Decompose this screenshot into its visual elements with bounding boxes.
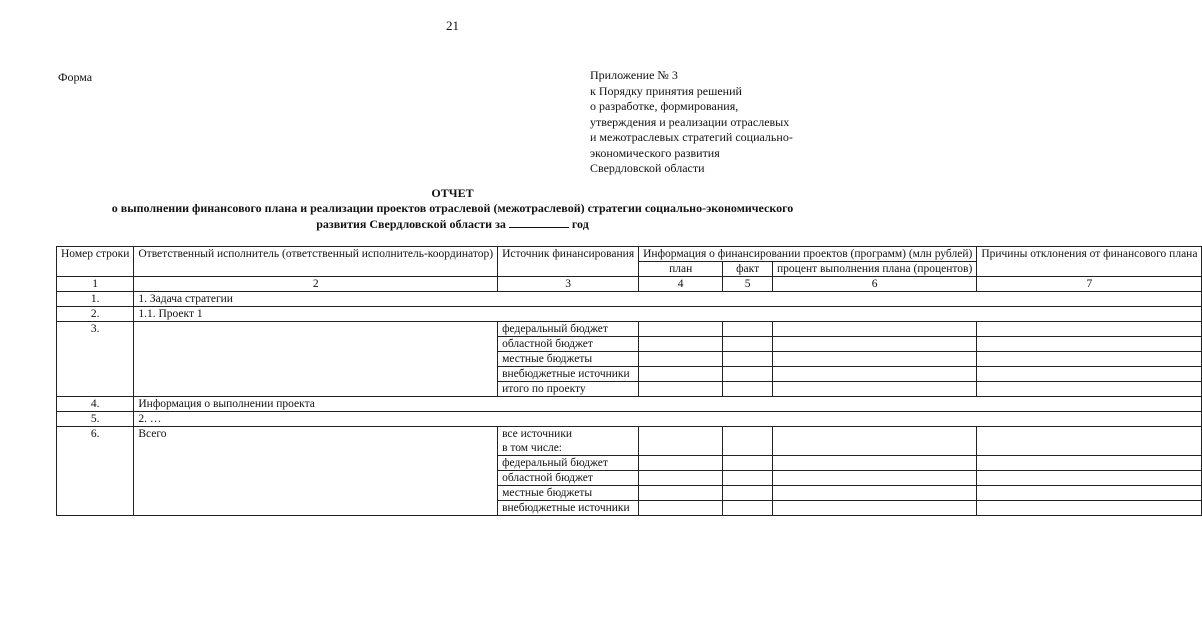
table-row: [57, 397, 1202, 412]
source-cell: местные бюджеты: [498, 486, 639, 501]
report-title: [0, 186, 905, 232]
percent-cell: [773, 456, 977, 471]
page-number: 21: [446, 18, 459, 33]
column-number: 6: [773, 277, 977, 292]
row-number: 5.: [57, 412, 134, 427]
source-line: все источники: [502, 428, 573, 440]
table-row: [57, 412, 1202, 427]
header-executor: Ответственный исполнитель (ответственный исполнитель-координатор): [134, 247, 498, 277]
table-row: [57, 292, 1202, 307]
plan-cell: [639, 382, 723, 397]
table-row: [57, 322, 1202, 337]
appendix-line: к Порядку принятия решений: [590, 83, 742, 98]
report-heading: ОТЧЕТ: [431, 186, 474, 200]
percent-cell: [773, 382, 977, 397]
source-cell: федеральный бюджет: [498, 456, 639, 471]
year-blank-field: [509, 216, 569, 228]
header-fact: факт: [723, 262, 773, 277]
source-cell: внебюджетные источники: [498, 367, 639, 382]
row-text: Информация о выполнении проекта: [134, 397, 1202, 412]
fact-cell: [723, 337, 773, 352]
plan-cell: [639, 427, 723, 456]
reason-cell: [977, 471, 1202, 486]
reason-cell: [977, 382, 1202, 397]
column-number: 7: [977, 277, 1202, 292]
header-plan: план: [639, 262, 723, 277]
appendix-line: утверждения и реализации отраслевых: [590, 114, 790, 129]
percent-cell: [773, 322, 977, 337]
percent-cell: [773, 486, 977, 501]
appendix-line: экономического развития: [590, 145, 720, 160]
column-number: 3: [498, 277, 639, 292]
header-row-number: Номер строки: [57, 247, 134, 277]
column-number: 1: [57, 277, 134, 292]
row-number: 3.: [57, 322, 134, 397]
appendix-line: о разработке, формирования,: [590, 99, 739, 113]
reason-cell: [977, 352, 1202, 367]
appendix-line: Свердловской области: [590, 161, 705, 175]
header-financing: Информация о финансировании проектов (программ) (млн рублей): [639, 247, 977, 262]
percent-cell: [773, 471, 977, 486]
plan-cell: [639, 471, 723, 486]
appendix-block: [590, 68, 793, 177]
report-subtitle-line2: [0, 216, 905, 232]
plan-cell: [639, 456, 723, 471]
source-cell: итого по проекту: [498, 382, 639, 397]
fact-cell: [723, 382, 773, 397]
report-subtitle-text: развития Свердловской области за: [316, 217, 506, 231]
plan-cell: [639, 486, 723, 501]
row-text: Всего: [134, 427, 498, 516]
reason-cell: [977, 427, 1202, 456]
reason-cell: [977, 322, 1202, 337]
form-label: Форма: [58, 70, 93, 84]
plan-cell: [639, 501, 723, 516]
source-cell: федеральный бюджет: [498, 322, 639, 337]
fact-cell: [723, 352, 773, 367]
executor-cell: [134, 322, 498, 397]
source-cell: областной бюджет: [498, 337, 639, 352]
fact-cell: [723, 427, 773, 456]
column-number: 5: [723, 277, 773, 292]
header-percent: процент выполнения плана (процентов): [773, 262, 977, 277]
percent-cell: [773, 337, 977, 352]
fact-cell: [723, 456, 773, 471]
reason-cell: [977, 486, 1202, 501]
plan-cell: [639, 337, 723, 352]
row-number: 6.: [57, 427, 134, 516]
fact-cell: [723, 322, 773, 337]
header-reasons: Причины отклонения от финансового плана: [977, 247, 1202, 277]
source-cell: областной бюджет: [498, 471, 639, 486]
table-row: [57, 307, 1202, 322]
header-source: Источник финансирования: [498, 247, 639, 277]
appendix-line: и межотраслевых стратегий социально-: [590, 130, 793, 144]
fact-cell: [723, 471, 773, 486]
appendix-line: Приложение № 3: [590, 68, 678, 82]
report-table: [56, 246, 1202, 516]
column-number: 4: [639, 277, 723, 292]
source-line: в том числе:: [502, 442, 563, 454]
plan-cell: [639, 367, 723, 382]
source-cell: внебюджетные источники: [498, 501, 639, 516]
percent-cell: [773, 367, 977, 382]
report-subtitle-line1: о выполнении финансового плана и реализации проектов отраслевой (межотраслевой) стратегии социально-экономического: [111, 201, 794, 215]
fact-cell: [723, 486, 773, 501]
source-cell: местные бюджеты: [498, 352, 639, 367]
percent-cell: [773, 501, 977, 516]
percent-cell: [773, 427, 977, 456]
row-number: 4.: [57, 397, 134, 412]
row-text: 1.1. Проект 1: [134, 307, 1202, 322]
plan-cell: [639, 322, 723, 337]
row-number: 1.: [57, 292, 134, 307]
row-number: 2.: [57, 307, 134, 322]
reason-cell: [977, 501, 1202, 516]
report-subtitle-year-word: год: [571, 217, 589, 231]
row-text: 1. Задача стратегии: [134, 292, 1202, 307]
reason-cell: [977, 337, 1202, 352]
fact-cell: [723, 501, 773, 516]
column-number: 2: [134, 277, 498, 292]
row-text: 2. …: [134, 412, 1202, 427]
percent-cell: [773, 352, 977, 367]
plan-cell: [639, 352, 723, 367]
reason-cell: [977, 456, 1202, 471]
source-cell: [498, 427, 639, 456]
reason-cell: [977, 367, 1202, 382]
fact-cell: [723, 367, 773, 382]
